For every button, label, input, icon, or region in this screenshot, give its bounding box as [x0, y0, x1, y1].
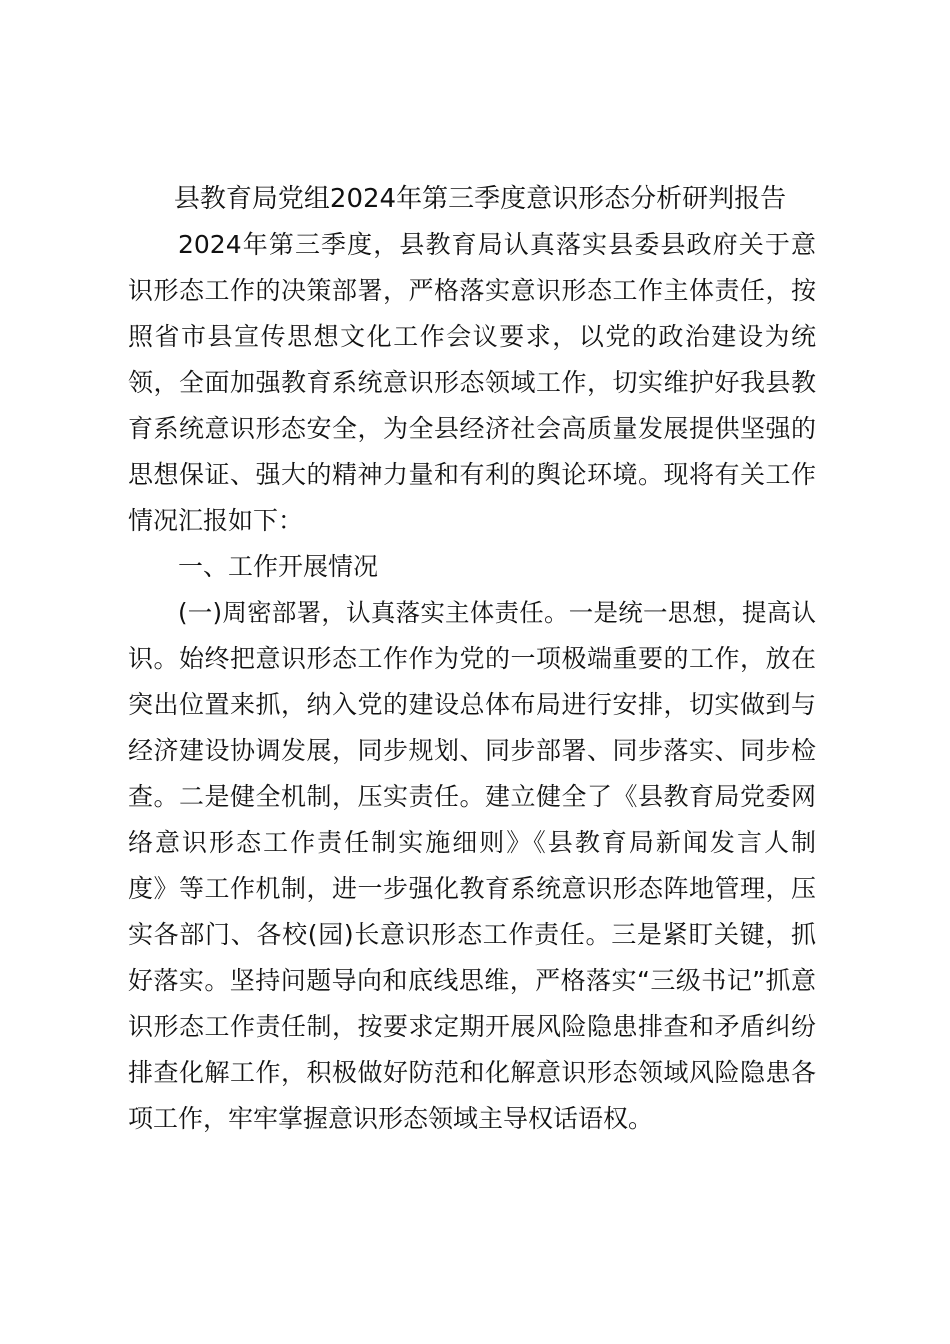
paragraph-line: 思想保证、强大的精神力量和有利的舆论环境。现将有关工作	[128, 460, 816, 489]
paragraph-line: 识形态工作的决策部署，严格落实意识形态工作主体责任，按	[128, 276, 816, 305]
paragraph-line: (一)周密部署，认真落实主体责任。一是统一思想，提高认	[178, 598, 816, 627]
paragraph-line: 突出位置来抓，纳入党的建设总体布局进行安排，切实做到与	[128, 690, 816, 719]
paragraph-line: 经济建设协调发展，同步规划、同步部署、同步落实、同步检	[128, 736, 816, 765]
paragraph-line: 识形态工作责任制，按要求定期开展风险隐患排查和矛盾纠纷	[128, 1012, 816, 1041]
paragraph-line: 络意识形态工作责任制实施细则》《县教育局新闻发言人制	[128, 828, 816, 857]
paragraph-line: 领，全面加强教育系统意识形态领域工作，切实维护好我县教	[128, 368, 816, 397]
paragraph-line: 照省市县宣传思想文化工作会议要求，以党的政治建设为统	[128, 322, 816, 351]
paragraph-line: 情况汇报如下：	[128, 506, 304, 535]
paragraph-line: 项工作，牢牢掌握意识形态领域主导权话语权。	[128, 1104, 654, 1133]
section-heading: 一、工作开展情况	[178, 552, 379, 581]
paragraph-line: 识。始终把意识形态工作作为党的一项极端重要的工作，放在	[128, 644, 816, 673]
paragraph-line: 2024年第三季度，县教育局认真落实县委县政府关于意	[178, 230, 816, 259]
paragraph-line: 排查化解工作，积极做好防范和化解意识形态领域风险隐患各	[128, 1058, 816, 1087]
paragraph-line: 好落实。坚持问题导向和底线思维，严格落实“三级书记”抓意	[128, 966, 816, 995]
paragraph-line: 查。二是健全机制，压实责任。建立健全了《县教育局党委网	[128, 782, 816, 811]
document-title: 县教育局党组2024年第三季度意识形态分析研判报告	[173, 184, 787, 214]
paragraph-line: 度》等工作机制，进一步强化教育系统意识形态阵地管理，压	[128, 874, 816, 903]
paragraph-line: 育系统意识形态安全，为全县经济社会高质量发展提供坚强的	[128, 414, 816, 443]
paragraph-line: 实各部门、各校(园)长意识形态工作责任。三是紧盯关键，抓	[128, 920, 816, 949]
